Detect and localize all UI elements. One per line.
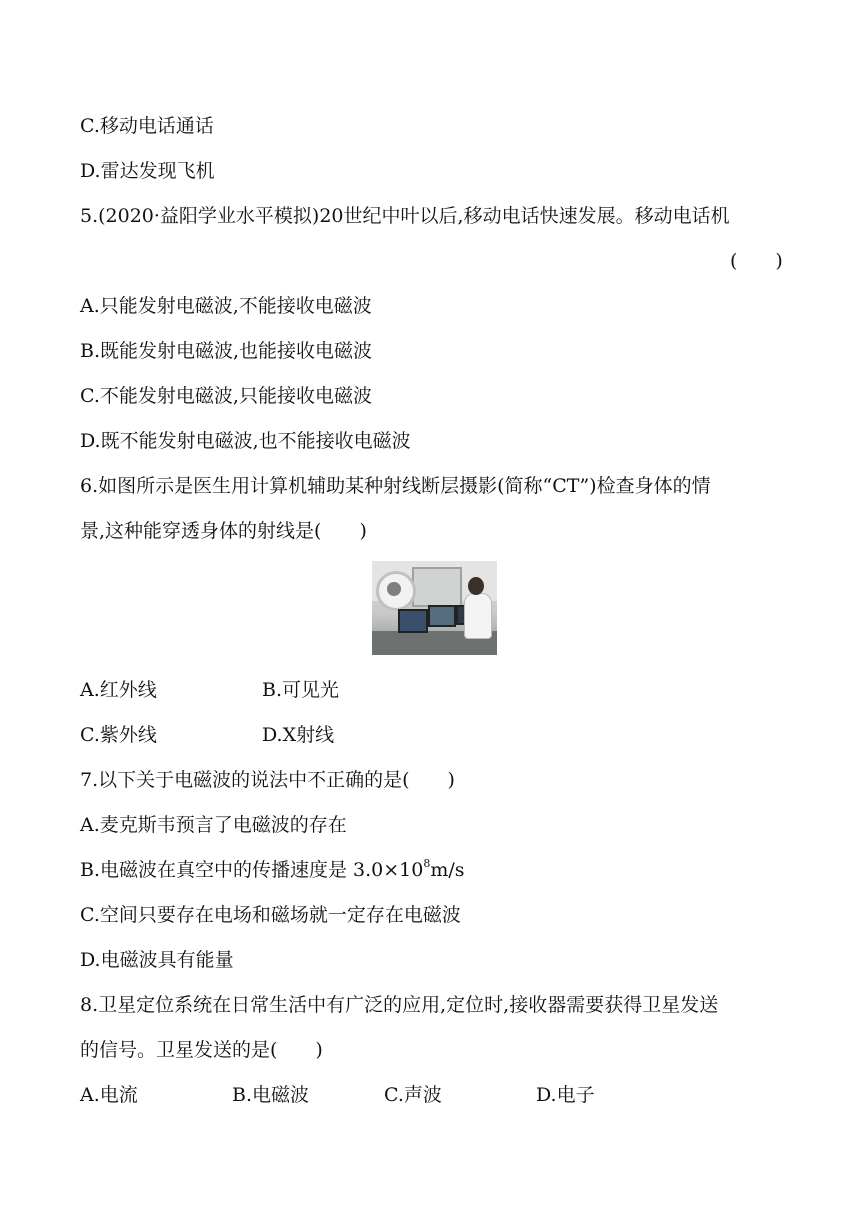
- question-7-option-b: [80, 858, 465, 882]
- question-5-option-b: B.既能发射电磁波,也能接收电磁波: [80, 340, 373, 362]
- question-5-option-c: C.不能发射电磁波,只能接收电磁波: [80, 385, 372, 407]
- question-7-option-d: D.电磁波具有能量: [80, 949, 234, 971]
- question-4-option-d: D.雷达发现飞机: [80, 160, 215, 182]
- question-6-option-d: D.X射线: [262, 724, 335, 746]
- question-6-option-b: B.可见光: [262, 679, 340, 701]
- photo-window: [412, 567, 462, 607]
- question-8-stem-line1: 8.卫星定位系统在日常生活中有广泛的应用,定位时,接收器需要获得卫星发送: [80, 994, 719, 1016]
- ct-scanner-bore: [387, 582, 401, 596]
- question-5-stem: 5.(2020·益阳学业水平模拟)20世纪中叶以后,移动电话快速发展。移动电话机: [80, 205, 730, 227]
- question-7-option-c: C.空间只要存在电场和磁场就一定存在电磁波: [80, 904, 461, 926]
- photo-monitor: [398, 609, 428, 633]
- question-6-option-c: C.紫外线: [80, 724, 157, 746]
- question-8-option-b: B.电磁波: [232, 1084, 310, 1106]
- question-8-option-d: D.电子: [536, 1084, 595, 1106]
- ct-scan-photo: [372, 561, 497, 655]
- photo-monitor: [428, 605, 456, 627]
- question-6-option-a: A.红外线: [80, 679, 157, 701]
- exponent: 8: [423, 856, 431, 870]
- question-8-option-c: C.声波: [384, 1084, 442, 1106]
- question-7-option-a: A.麦克斯韦预言了电磁波的存在: [80, 814, 347, 836]
- option-b-text: B.电磁波在真空中的传播速度是 3.0×10: [80, 859, 424, 881]
- question-5-answer-paren: ( ): [730, 250, 783, 272]
- question-7-stem: 7.以下关于电磁波的说法中不正确的是( ): [80, 769, 455, 791]
- question-6-stem-line1: 6.如图所示是医生用计算机辅助某种射线断层摄影(简称“CT”)检查身体的情: [80, 475, 711, 497]
- question-8-stem-line2: 的信号。卫星发送的是( ): [80, 1039, 323, 1061]
- question-8-option-a: A.电流: [80, 1084, 138, 1106]
- doctor-figure: [464, 593, 492, 639]
- question-6-stem-line2: 景,这种能穿透身体的射线是( ): [80, 520, 367, 542]
- doctor-head: [468, 577, 484, 595]
- option-b-unit: m/s: [430, 859, 465, 881]
- question-5-option-a: A.只能发射电磁波,不能接收电磁波: [80, 295, 372, 317]
- question-4-option-c: C.移动电话通话: [80, 115, 214, 137]
- question-5-option-d: D.既不能发射电磁波,也不能接收电磁波: [80, 430, 411, 452]
